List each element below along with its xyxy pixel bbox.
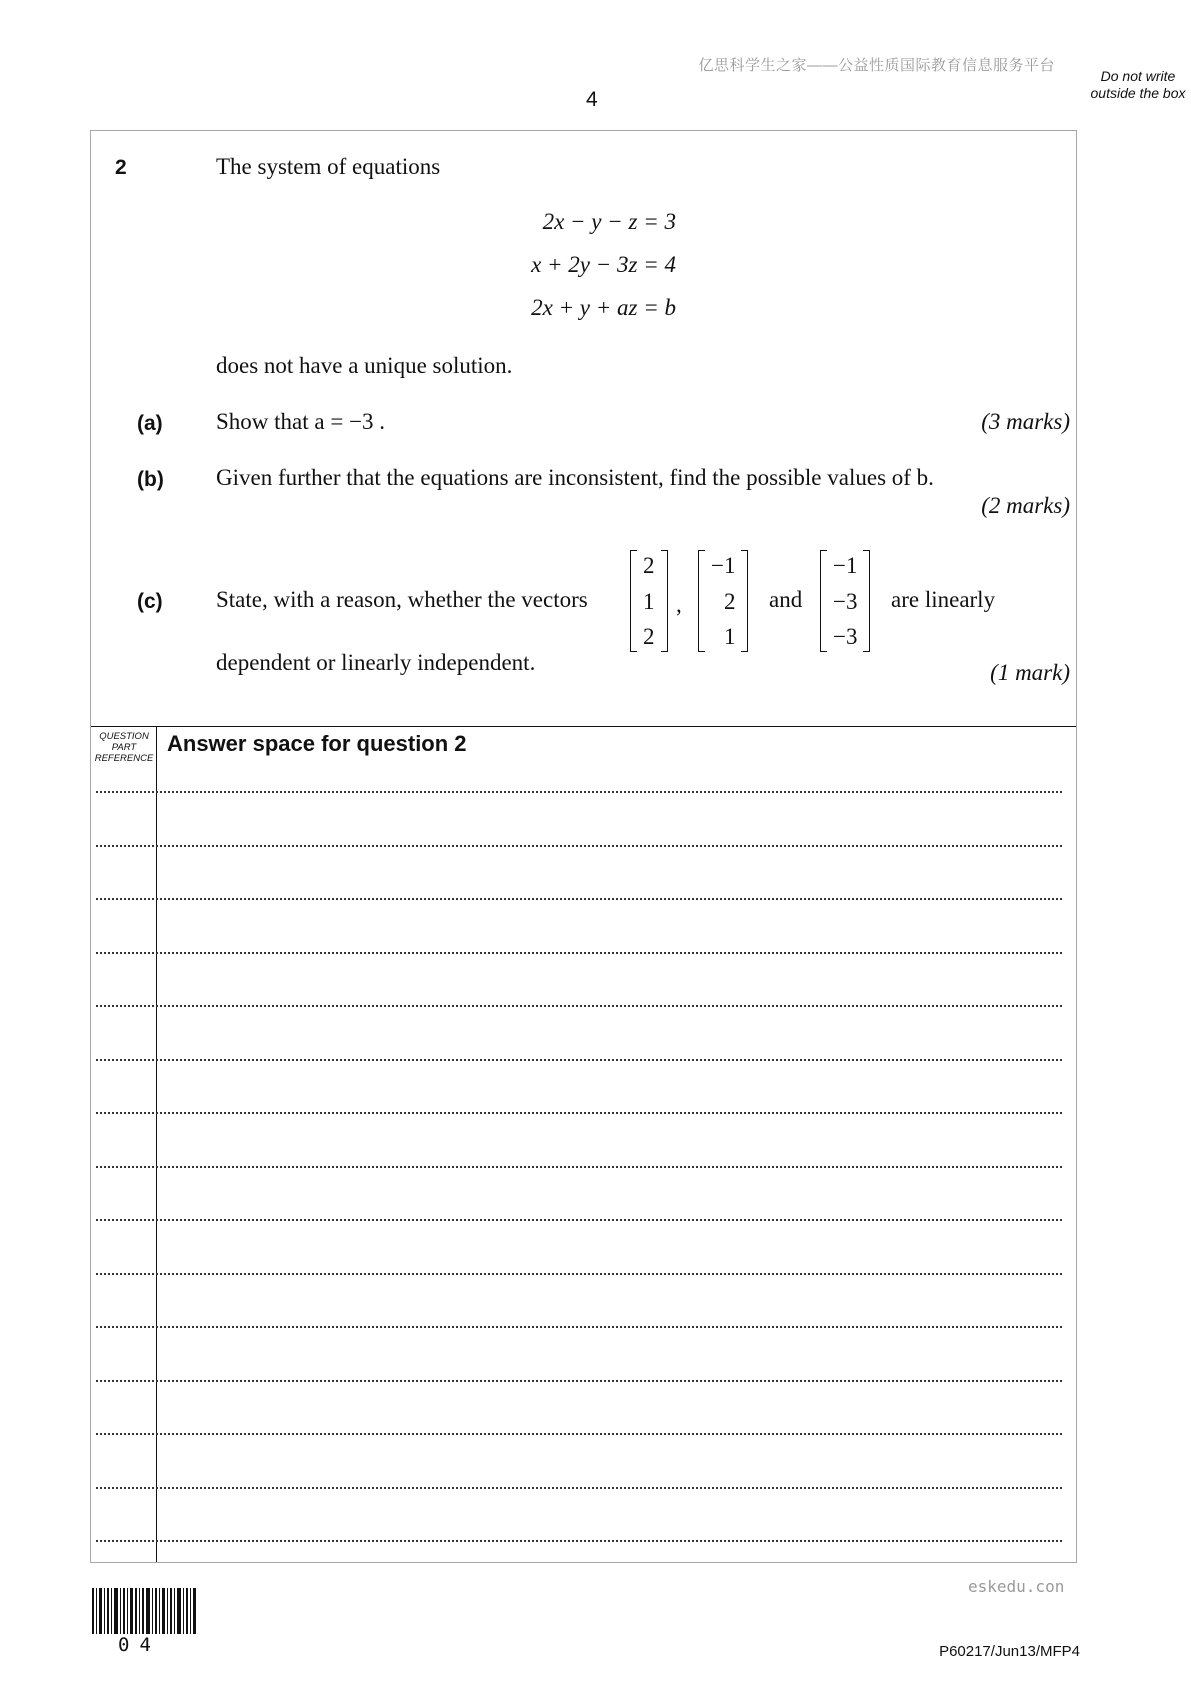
vector-2-entry: −1 <box>711 553 736 578</box>
part-b-text: Given further that the equations are inconsistent, find the possible values of b. <box>216 465 934 490</box>
answer-line[interactable] <box>96 1112 1062 1114</box>
answer-line[interactable] <box>96 1487 1062 1489</box>
vector-1-entry: 2 <box>643 624 655 649</box>
question-part-reference-label: QUESTION PART REFERENCE <box>94 731 154 764</box>
page-number: 4 <box>586 88 598 111</box>
equation-1: 2x − y − z = 3 <box>542 209 676 234</box>
answer-line[interactable] <box>96 1540 1062 1542</box>
answer-line[interactable] <box>96 898 1062 900</box>
part-c-text-line2: dependent or linearly independent. <box>216 650 536 675</box>
part-a-label: (a) <box>137 412 163 435</box>
vector-3-entry: −3 <box>833 624 858 649</box>
vector-2 <box>698 550 748 652</box>
answer-divider <box>91 726 1076 727</box>
part-a-text: Show that a = −3 . <box>216 409 386 434</box>
question-number: 2 <box>115 156 127 179</box>
part-c-text-after: are linearly <box>891 587 996 612</box>
footer-watermark: eskedu.con <box>968 1577 1065 1596</box>
answer-line[interactable] <box>96 791 1062 793</box>
answer-line[interactable] <box>96 1005 1062 1007</box>
vector-3 <box>820 550 870 652</box>
answer-line[interactable] <box>96 845 1062 847</box>
answer-line[interactable] <box>96 1380 1062 1382</box>
part-c-text: State, with a reason, whether the vectors <box>216 587 588 612</box>
header-watermark: 亿思科学生之家——公益性质国际教育信息服务平台 <box>698 57 1055 74</box>
answer-space-title: Answer space for question 2 <box>167 731 467 756</box>
question-intro: The system of equations <box>216 154 441 179</box>
answer-line[interactable] <box>96 1059 1062 1061</box>
answer-line[interactable] <box>96 1326 1062 1328</box>
paper-code: P60217/Jun13/MFP4 <box>939 1643 1080 1660</box>
answer-line[interactable] <box>96 952 1062 954</box>
part-b-label: (b) <box>137 468 164 491</box>
vector-1-entry: 1 <box>643 588 655 614</box>
part-a-marks: (3 marks) <box>981 409 1070 434</box>
margin-note: Do not write outside the box <box>1090 68 1186 101</box>
vector-2-entry: 1 <box>723 624 736 649</box>
vector-and: and <box>769 587 803 612</box>
answer-line[interactable] <box>96 1219 1062 1221</box>
reference-column-divider <box>156 727 157 1562</box>
equation-2: x + 2y − 3z = 4 <box>531 252 676 277</box>
question-statement: does not have a unique solution. <box>216 353 513 378</box>
vector-3-entry: −1 <box>833 553 858 578</box>
answer-line[interactable] <box>96 1166 1062 1168</box>
vector-3-entry: −3 <box>833 588 858 614</box>
part-c-marks: (1 mark) <box>990 660 1070 685</box>
equation-3: 2x + y + az = b <box>531 295 676 320</box>
part-c-label: (c) <box>137 590 163 613</box>
vector-2-entry: 2 <box>723 588 736 614</box>
answer-line[interactable] <box>96 1273 1062 1275</box>
barcode-number: 04 <box>118 1634 161 1656</box>
vector-1-entry: 2 <box>643 553 655 578</box>
part-b-marks: (2 marks) <box>981 493 1070 518</box>
answer-line[interactable] <box>96 1433 1062 1435</box>
vector-1 <box>630 550 668 652</box>
barcode-icon <box>92 1588 196 1634</box>
vector-comma: , <box>676 592 682 617</box>
